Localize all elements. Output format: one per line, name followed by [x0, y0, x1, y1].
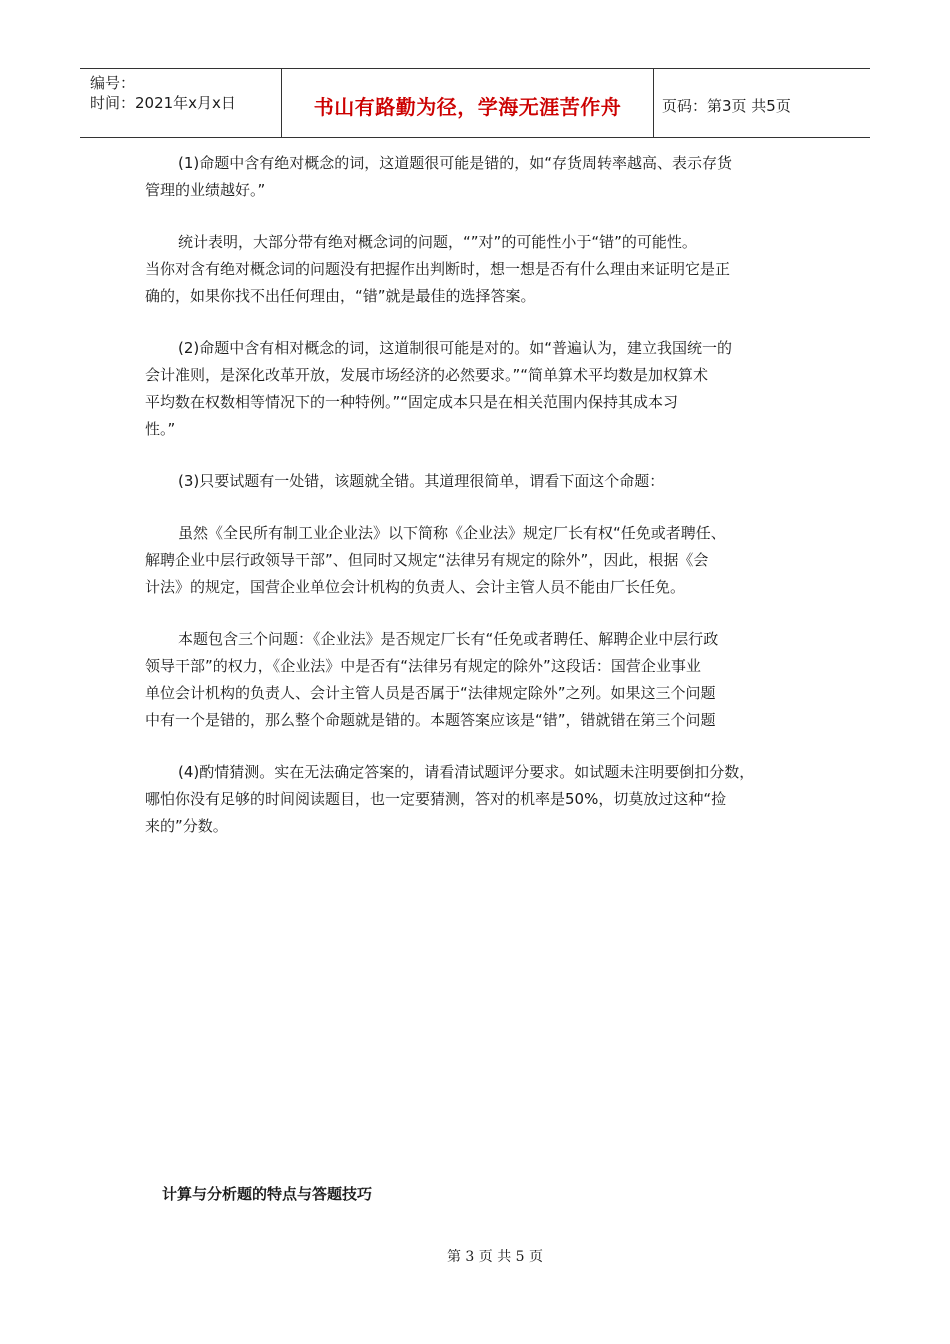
paragraph-line: 会计准则，是深化改革开放，发展市场经济的必然要求。”“简单算术平均数是加权算术: [145, 366, 709, 384]
paragraph-line: 单位会计机构的负责人、会计主管人员是否属于“法律规定除外”之列。如果这三个问题: [145, 684, 716, 702]
paragraph-line: (2)命题中含有相对概念的词，这道制很可能是对的。如“普遍认为，建立我国统一的: [178, 339, 733, 357]
paragraph-line: 计法》的规定，国营企业单位会计机构的负责人、会计主管人员不能由厂长任免。: [145, 578, 686, 596]
paragraph-line: 虽然《全民所有制工业企业法》以下简称《企业法》规定厂长有权“任免或者聘任、: [178, 524, 726, 542]
paragraph: [145, 150, 820, 204]
paragraph-line: 领导干部”的权力，《企业法》中是否有“法律另有规定的除外”这段话：国营企业事业: [145, 657, 701, 675]
paragraph-line: 性。”: [145, 420, 176, 438]
paragraph-line: (3)只要试题有一处错，该题就全错。其道理很简单，谓看下面这个命题：: [178, 472, 665, 490]
paragraph: [145, 229, 820, 310]
header-meta: [80, 69, 282, 137]
document-number-label: 编号：: [90, 74, 136, 92]
document-date-label: 时间：2021年x月x日: [90, 94, 236, 112]
paragraph-line: 当你对含有绝对概念词的问题没有把握作出判断时，想一想是否有什么理由来证明它是正: [145, 260, 731, 278]
paragraph-line: (1)命题中含有绝对概念的词，这道题很可能是错的，如“存货周转率越高、表示存货: [178, 154, 733, 172]
document-body: [145, 150, 820, 865]
paragraph-line: 来的”分数。: [145, 817, 228, 835]
paragraph-line: 本题包含三个问题：《企业法》是否规定厂长有“任免或者聘任、解聘企业中层行政: [178, 630, 719, 648]
paragraph-line: 统计表明，大部分带有绝对概念词的问题，“”对”的可能性小于“错”的可能性。: [178, 233, 697, 251]
paragraph: [145, 626, 820, 734]
header-motto: 书山有路勤为径，学海无涯苦作舟: [282, 69, 654, 137]
page-header: [80, 68, 870, 138]
paragraph-line: (4)酌情猜测。实在无法确定答案的，请看清试题评分要求。如试题未注明要倒扣分数，: [178, 763, 755, 781]
paragraph-line: 平均数在权数相等情况下的一种特例。”“固定成本只是在相关范围内保持其成本习: [145, 393, 679, 411]
section-heading: 计算与分析题的特点与答题技巧: [162, 1185, 373, 1203]
paragraph: [145, 520, 820, 601]
paragraph: [145, 759, 820, 840]
paragraph-line: 中有一个是错的，那么整个命题就是错的。本题答案应该是“错”，错就错在第三个问题: [145, 711, 716, 729]
page-footer: 第 3 页 共 5 页: [446, 1249, 544, 1265]
paragraph: [145, 335, 820, 443]
paragraph-line: 哪怕你没有足够的时间阅读题目，也一定要猜测，答对的机率是50%，切莫放过这种“捡: [145, 790, 727, 808]
header-page-number: 页码：第3页 共5页: [662, 96, 791, 115]
paragraph-line: 管理的业绩越好。”: [145, 181, 266, 199]
paragraph: [145, 468, 820, 495]
paragraph-line: 确的，如果你找不出任何理由，“错”就是最佳的选择答案。: [145, 287, 536, 305]
paragraph-line: 解聘企业中层行政领导干部”、但同时又规定“法律另有规定的除外”，因此，根据《会: [145, 551, 709, 569]
